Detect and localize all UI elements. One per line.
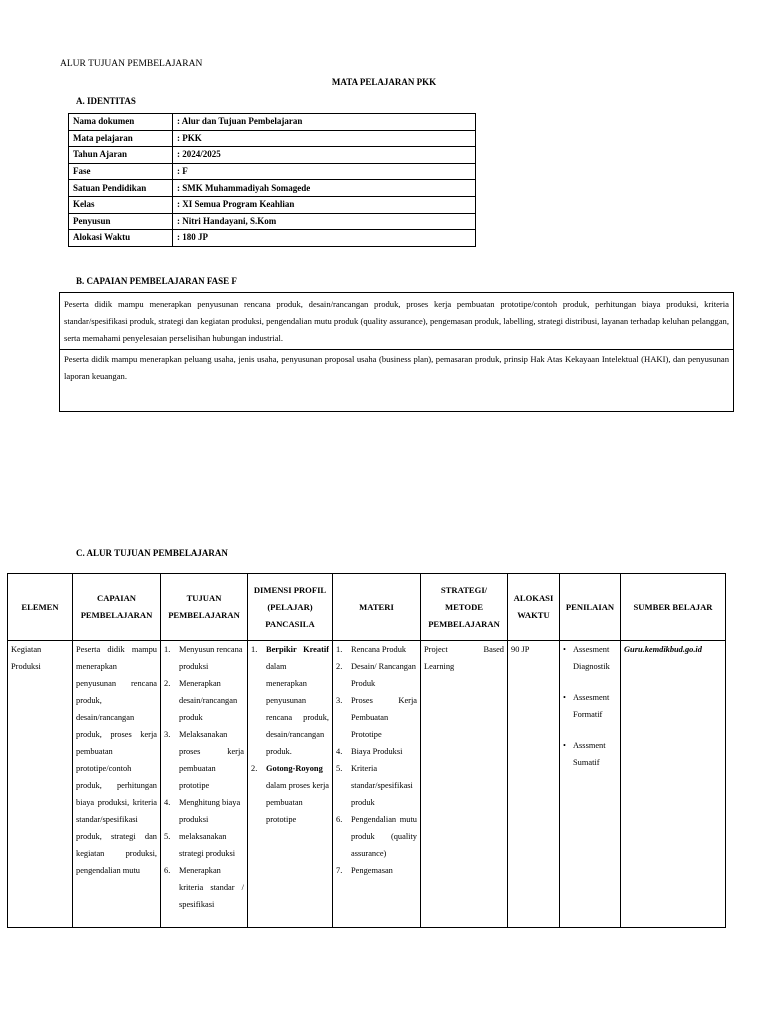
penilaian-list bbox=[563, 641, 617, 771]
identity-key: Mata pelajaran bbox=[69, 130, 173, 147]
identity-value: : PKK bbox=[173, 130, 476, 147]
list-item: 6. Pengendalian mutu produk (quality assurance) bbox=[336, 815, 417, 858]
header-strategi: STRATEGI/ METODE PEMBELAJARAN bbox=[421, 574, 508, 641]
identity-key: Nama dokumen bbox=[69, 114, 173, 131]
identity-table bbox=[68, 113, 476, 247]
identity-row bbox=[69, 196, 476, 213]
header-sumber: SUMBER BELAJAR bbox=[621, 574, 726, 641]
list-item: 3. Melaksanakan proses kerja pembuatan prototipe bbox=[164, 730, 244, 790]
identity-key: Satuan Pendidikan bbox=[69, 180, 173, 197]
header-capaian: CAPAIAN PEMBELAJARAN bbox=[73, 574, 161, 641]
identity-value: : 180 JP bbox=[173, 230, 476, 247]
header-penilaian: PENILAIAN bbox=[560, 574, 621, 641]
dimensi-list bbox=[251, 641, 329, 828]
bullet-icon: • bbox=[563, 645, 566, 654]
list-item: • Assesment Formatif bbox=[563, 689, 617, 723]
capaian-paragraph-2: Peserta didik mampu menerapkan peluang usaha, jenis usaha, penyusunan proposal usaha (business plan), pemasaran produk, prinsip Hak Atas Kekayaan Intelektual (HAKI), dan penyusunan laporan keuangan. bbox=[64, 354, 729, 381]
cell-materi bbox=[333, 641, 421, 928]
list-item: 2. Menerapkan desain/rancangan produk bbox=[164, 679, 238, 722]
header-tujuan: TUJUAN PEMBELAJARAN bbox=[161, 574, 248, 641]
identity-value: : SMK Muhammadiyah Somagede bbox=[173, 180, 476, 197]
identity-row bbox=[69, 230, 476, 247]
atp-header-row bbox=[8, 574, 726, 641]
cell-strategi bbox=[421, 641, 508, 928]
section-b-heading: B. CAPAIAN PEMBELAJARAN FASE F bbox=[76, 276, 237, 286]
identity-value: : XI Semua Program Keahlian bbox=[173, 196, 476, 213]
identity-key: Alokasi Waktu bbox=[69, 230, 173, 247]
header-elemen: ELEMEN bbox=[8, 574, 73, 641]
header-materi: MATERI bbox=[333, 574, 421, 641]
bullet-icon: • bbox=[563, 693, 566, 702]
list-item: 2. Gotong-Royong dalam proses kerja pembuatan prototipe bbox=[251, 764, 329, 824]
cell-penilaian bbox=[560, 641, 621, 928]
list-item: 4. Menghitung biaya produksi bbox=[164, 798, 241, 824]
strategi-line: Project Based bbox=[424, 645, 504, 654]
materi-list bbox=[336, 641, 417, 879]
identity-value: : Alur dan Tujuan Pembelajaran bbox=[173, 114, 476, 131]
header-dimensi: DIMENSI PROFIL (PELAJAR) PANCASILA bbox=[248, 574, 333, 641]
cell-dimensi bbox=[248, 641, 333, 928]
identity-row bbox=[69, 213, 476, 230]
atp-table bbox=[7, 573, 726, 928]
list-item: 3. Proses Kerja Pembuatan Prototipe bbox=[336, 696, 417, 739]
cell-sumber: Guru.kemdikbud.go.id bbox=[621, 641, 726, 928]
identity-row bbox=[69, 130, 476, 147]
list-item: • Assesment Diagnostik bbox=[563, 641, 617, 675]
list-item: 4. Biaya Produksi bbox=[336, 747, 403, 756]
identity-value: : Nitri Handayani, S.Kom bbox=[173, 213, 476, 230]
identity-key: Tahun Ajaran bbox=[69, 147, 173, 164]
strategi-line: Learning bbox=[424, 662, 455, 671]
capaian-box bbox=[59, 292, 734, 412]
header-alokasi: ALOKASI WAKTU bbox=[508, 574, 560, 641]
cell-capaian: Peserta didik mampu menerapkan penyusunan rencana produk, desain/rancangan produk, proses kerja pembuatan prototipe/contoh produk, perhitungan biaya produksi, kriteria standar/spesifikasi produk, strategi dan kegiatan produksi, pengendalian mutu bbox=[73, 641, 161, 928]
identity-value: : 2024/2025 bbox=[173, 147, 476, 164]
identity-key: Kelas bbox=[69, 196, 173, 213]
bullet-icon: • bbox=[563, 741, 566, 750]
identity-key: Fase bbox=[69, 163, 173, 180]
section-a-heading: A. IDENTITAS bbox=[76, 96, 136, 106]
identity-row bbox=[69, 114, 476, 131]
list-item: 1. Berpikir Kreatif dalam menerapkan penyusunan rencana produk, desain/rancangan produk. bbox=[251, 645, 329, 756]
identity-key: Penyusun bbox=[69, 213, 173, 230]
list-item: • Asssment Sumatif bbox=[563, 737, 617, 771]
list-item: 2. Desain/ Rancangan Produk bbox=[336, 662, 416, 688]
capaian-paragraph-1: Peserta didik mampu menerapkan penyusunan rencana produk, desain/rancangan produk, proses kerja pembuatan prototipe/contoh produk, perhitungan biaya produksi, kriteria standar/spesifikasi produk, strategi dan kegiatan produksi, pengendalian mutu produk (quality assurance), pengemasan produk, labelling, strategi distribusi, layanan terhadap keluhan pelanggan, serta memahami penyelesaian perselisihan hubungan industrial. bbox=[60, 293, 733, 350]
list-item: 1. Menyusun rencana produksi bbox=[164, 645, 243, 671]
list-item: 5. Kriteria standar/spesifikasi produk bbox=[336, 764, 413, 807]
cell-elemen: Kegiatan Produksi bbox=[8, 641, 73, 928]
section-c-heading: C. ALUR TUJUAN PEMBELAJARAN bbox=[76, 548, 228, 558]
list-item: 5. melaksanakan strategi produksi bbox=[164, 832, 236, 858]
identity-value: : F bbox=[173, 163, 476, 180]
cell-tujuan bbox=[161, 641, 248, 928]
list-item: 7. Pengemasan bbox=[336, 866, 393, 875]
identity-row bbox=[69, 163, 476, 180]
document-title: ALUR TUJUAN PEMBELAJARAN bbox=[60, 59, 203, 69]
cell-alokasi: 90 JP bbox=[508, 641, 560, 928]
subject-title: MATA PELAJARAN PKK bbox=[331, 77, 437, 87]
list-item: 6. Menerapkan kriteria standar / spesifikasi bbox=[164, 866, 244, 909]
tujuan-list bbox=[164, 641, 244, 913]
table-row bbox=[8, 641, 726, 928]
identity-row bbox=[69, 180, 476, 197]
list-item: 1. Rencana Produk bbox=[336, 645, 407, 654]
identity-row bbox=[69, 147, 476, 164]
